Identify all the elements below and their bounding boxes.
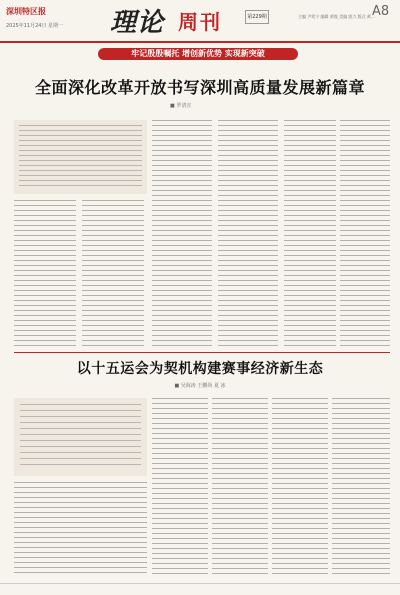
paper-name: 深圳特区报 xyxy=(6,6,46,16)
masthead xyxy=(0,0,400,44)
article1-headline: 全面深化改革开放书写深圳高质量发展新篇章 xyxy=(34,78,365,97)
article2-column xyxy=(14,482,147,577)
editor-credits: 主编 尹希宁 编辑 黄俊 美编 凯力 版式 黄… xyxy=(298,14,375,19)
page-number: A8 xyxy=(372,4,390,19)
article2-intro xyxy=(14,398,147,476)
article1-column xyxy=(218,120,278,350)
paper-date: 2025年11月24日 星期一 xyxy=(6,23,64,29)
article1-column xyxy=(152,120,212,350)
article2-column xyxy=(272,398,328,578)
article1-abstract xyxy=(14,120,147,194)
article2-column xyxy=(212,398,268,578)
brand-title: 理论 xyxy=(110,8,165,38)
article1-column xyxy=(284,120,336,350)
article2-byline: ■ 吴海涛 王鹏尚 夏 冰 xyxy=(174,383,226,389)
brand-subtitle: 周刊 xyxy=(178,10,222,34)
article1-byline: ■ 罗清宣 xyxy=(170,103,192,109)
issue-number: 第229期 xyxy=(245,10,269,24)
article2-column xyxy=(152,398,208,578)
masthead-rule xyxy=(0,41,400,43)
article1-column xyxy=(82,200,144,350)
section-divider xyxy=(14,352,390,353)
page-footer xyxy=(0,583,400,595)
article1-column xyxy=(14,200,76,350)
slogan-banner: 牢记殷殷嘱托 增创新优势 实现新突破 xyxy=(98,48,298,60)
article2-column xyxy=(332,398,390,578)
intro-text-lines xyxy=(20,404,141,470)
article2-headline: 以十五运会为契机构建赛事经济新生态 xyxy=(76,361,324,377)
article1-column xyxy=(340,120,390,350)
abstract-text-lines xyxy=(19,125,142,189)
